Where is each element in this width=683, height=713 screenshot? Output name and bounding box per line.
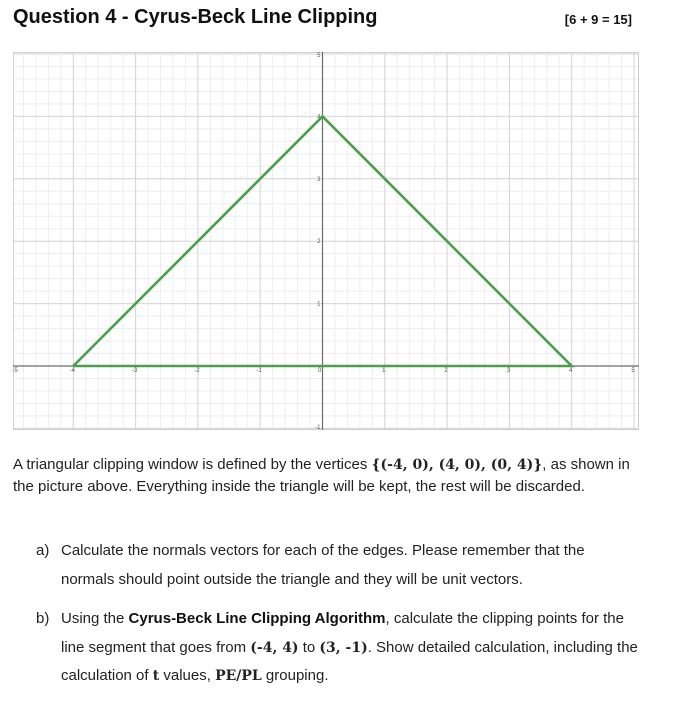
intro-text-before: A triangular clipping window is defined by the vertices bbox=[13, 456, 372, 473]
y-tick-label: 1 bbox=[317, 301, 321, 308]
sub-question-label: a) bbox=[36, 542, 50, 559]
y-tick-label: -1 bbox=[315, 425, 321, 431]
x-tick-label: 1 bbox=[382, 368, 386, 374]
question-header bbox=[13, 6, 638, 32]
x-tick-label: -1 bbox=[256, 368, 262, 374]
x-tick-label: 2 bbox=[444, 368, 448, 374]
text-run: values, bbox=[159, 667, 216, 684]
vertex-set: {(-4, 0), (4, 0), (0, 4)} bbox=[371, 457, 543, 473]
text-run: grouping. bbox=[261, 667, 329, 684]
sub-question-list bbox=[36, 537, 641, 702]
sub-question-text: Calculate the normals vectors for each of the edges. Please remember that the normals should point outside the triangle and they will be unit vectors. bbox=[61, 542, 585, 588]
text-run: Using the bbox=[61, 610, 129, 627]
x-tick-label: -5 bbox=[12, 368, 18, 374]
x-tick-label: -3 bbox=[131, 368, 138, 374]
y-tick-label: 5 bbox=[317, 53, 321, 59]
y-tick-label: 2 bbox=[317, 239, 321, 246]
triangle-figure bbox=[13, 52, 639, 430]
algorithm-name: Cyrus-Beck Line Clipping Algorithm bbox=[128, 610, 386, 627]
end-point: (3, -1) bbox=[319, 639, 368, 656]
y-tick-label: 3 bbox=[317, 176, 321, 183]
sub-question-b bbox=[36, 605, 641, 691]
x-tick-label: -2 bbox=[194, 368, 200, 374]
sub-question-label: b) bbox=[36, 610, 50, 627]
text-run: . Show detailed calculation, including the calculation of bbox=[61, 638, 638, 684]
x-tick-label: -4 bbox=[69, 368, 75, 374]
sub-question-a bbox=[36, 537, 641, 594]
x-tick-label: 0 bbox=[317, 368, 322, 374]
coordinate-plot bbox=[13, 52, 639, 430]
marks-allocation: [6 + 9 = 15] bbox=[564, 12, 632, 27]
question-title: Question 4 - Cyrus-Beck Line Clipping bbox=[13, 6, 378, 28]
text-run: to bbox=[298, 638, 320, 656]
x-tick-label: 3 bbox=[506, 368, 511, 374]
text-run: , calculate the clipping points for the line segment that goes from bbox=[61, 610, 624, 656]
problem-description bbox=[13, 454, 638, 497]
x-tick-label: 4 bbox=[569, 368, 573, 374]
t-symbol: t bbox=[152, 668, 160, 684]
x-tick-label: 5 bbox=[631, 368, 635, 374]
intro-text-after: , as shown in the picture above. Everything inside the triangle will be kept, the rest will be discarded. bbox=[13, 456, 630, 495]
y-tick-label: 4 bbox=[317, 114, 321, 121]
start-point: (-4, 4) bbox=[250, 639, 299, 656]
pe-pl-symbol: PE/PL bbox=[215, 668, 262, 684]
